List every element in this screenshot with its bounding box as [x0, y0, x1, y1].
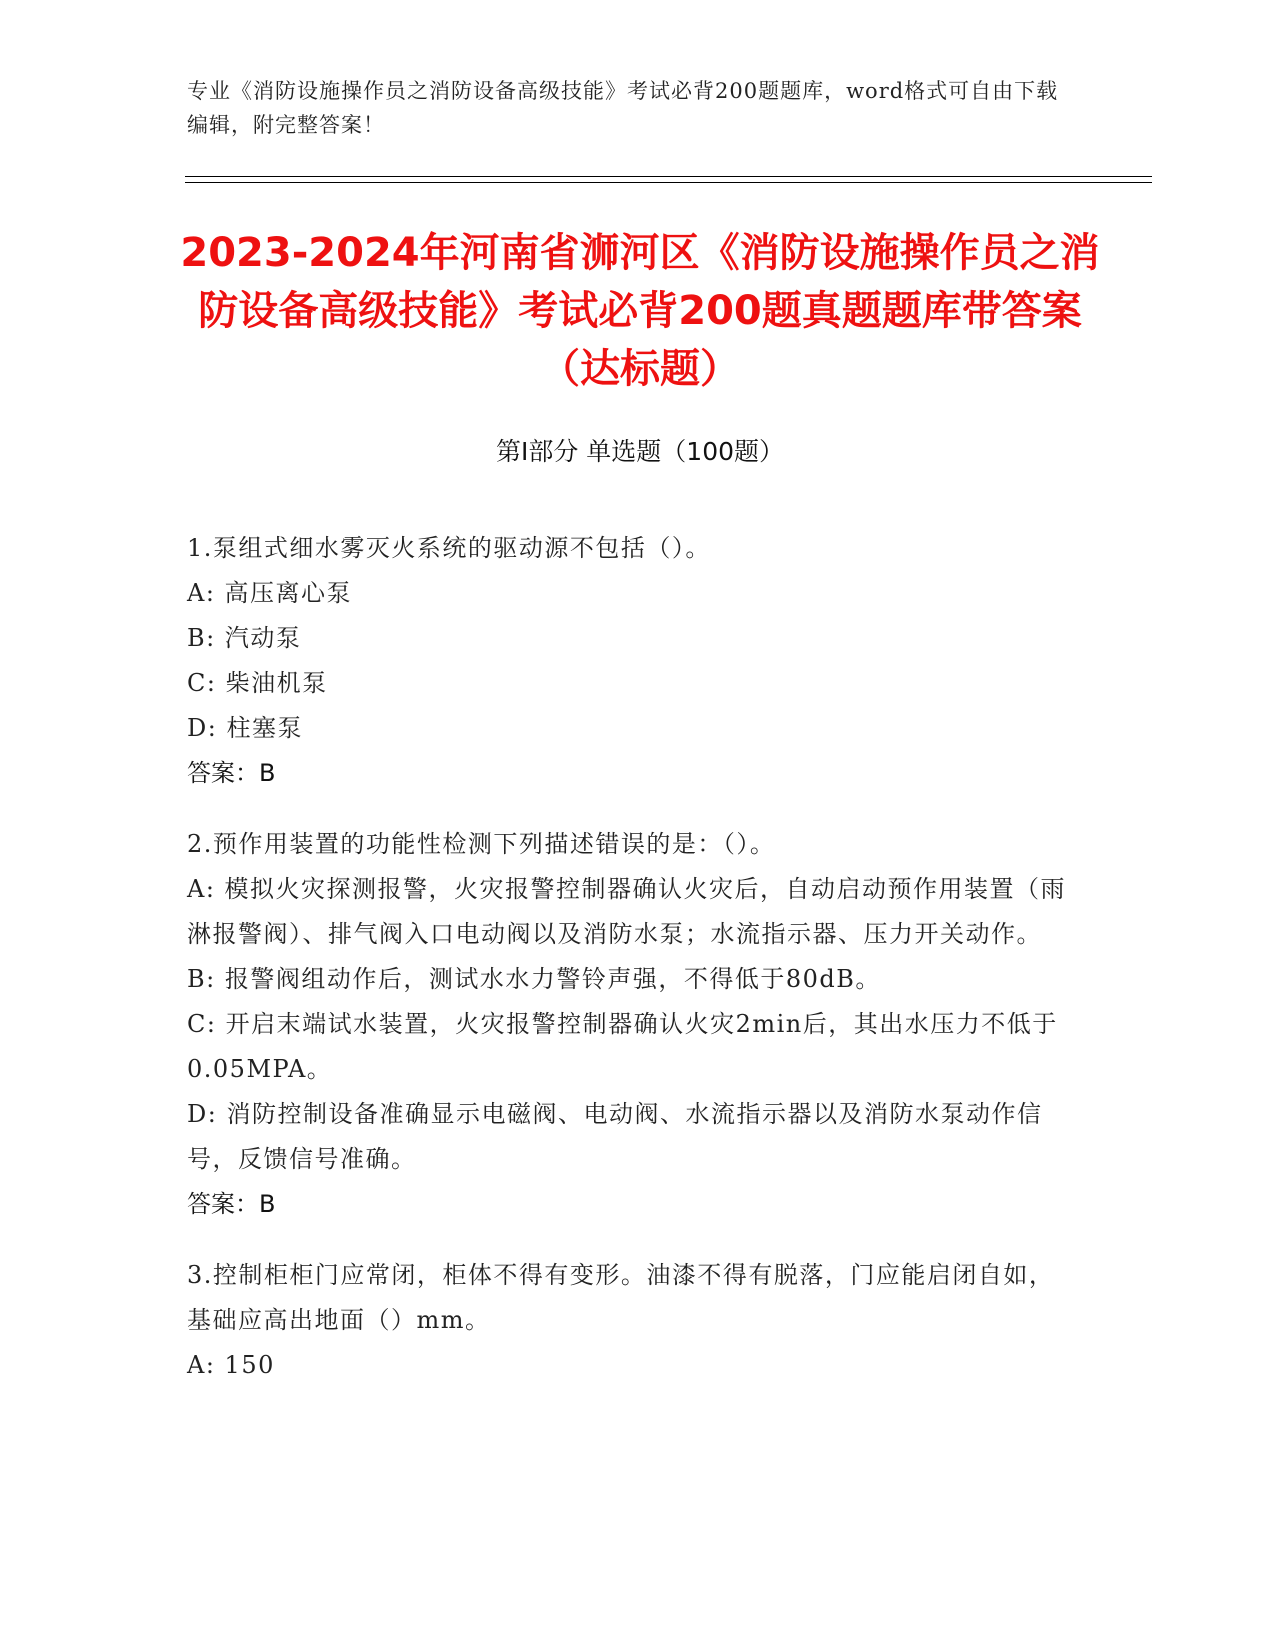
answer-text: 答案：B	[187, 1190, 276, 1218]
document-title: 2023-2024年河南省浉河区《消防设施操作员之消防设备高级技能》考试必背200题真题题库带答案（达标题）	[180, 230, 1100, 392]
option-c: C: 开启末端试水装置，火灾报警控制器确认火灾2min后，其出水压力不低于0.05MPA。	[187, 1010, 1058, 1083]
header-divider-top	[185, 176, 1152, 177]
option-b: B: 汽动泵	[187, 624, 302, 652]
question-stem: 1.泵组式细水雾灭火系统的驱动源不包括（）。	[187, 534, 711, 562]
question-1	[187, 526, 1077, 796]
option-d: D: 柱塞泵	[187, 714, 303, 742]
question-stem: 2.预作用装置的功能性检测下列描述错误的是：（）。	[187, 830, 776, 858]
option-c: C: 柴油机泵	[187, 669, 328, 697]
section-title: 第Ⅰ部分 单选题（100题）	[495, 437, 785, 466]
option-a: A: 模拟火灾探测报警，火灾报警控制器确认火灾后，自动启动预作用装置（雨淋报警阀）、排气阀入口电动阀以及消防水泵；水流指示器、压力开关动作。	[187, 875, 1067, 948]
option-d: D: 消防控制设备准确显示电磁阀、电动阀、水流指示器以及消防水泵动作信号，反馈信号准确。	[187, 1100, 1043, 1173]
option-b: B: 报警阀组动作后，测试水水力警铃声强，不得低于80dB。	[187, 965, 881, 993]
question-2	[187, 822, 1077, 1227]
question-list	[187, 526, 1077, 1414]
question-stem: 3.控制柜柜门应常闭，柜体不得有变形。油漆不得有脱落，门应能启闭自如，基础应高出地面（）mm。	[187, 1261, 1055, 1334]
question-3	[187, 1253, 1077, 1388]
header-note: 专业《消防设施操作员之消防设备高级技能》考试必背200题题库，word格式可自由下载编辑，附完整答案！	[187, 79, 1059, 137]
header-divider-bottom	[185, 182, 1152, 183]
option-a: A: 高压离心泵	[187, 579, 353, 607]
answer-text: 答案：B	[187, 759, 276, 787]
option-a: A: 150	[187, 1351, 275, 1379]
